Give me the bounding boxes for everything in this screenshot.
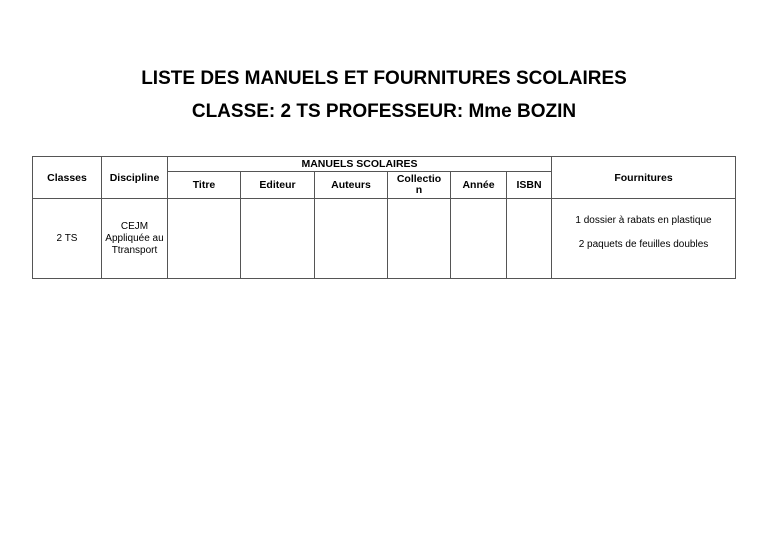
cell-auteurs xyxy=(315,199,388,279)
cell-collection xyxy=(388,199,451,279)
header-auteurs: Auteurs xyxy=(315,172,388,199)
discipline-text: CEJM Appliquée au Ttransport xyxy=(105,220,164,256)
cell-editeur xyxy=(241,199,315,279)
header-annee: Année xyxy=(451,172,507,199)
header-titre: Titre xyxy=(168,172,241,199)
table-row xyxy=(33,199,736,279)
header-manuels-scolaires: MANUELS SCOLAIRES xyxy=(168,157,552,172)
header-classes: Classes xyxy=(33,157,102,199)
cell-isbn xyxy=(507,199,552,279)
page-subtitle: CLASSE: 2 TS PROFESSEUR: Mme BOZIN xyxy=(191,101,577,122)
cell-fournitures xyxy=(552,199,736,279)
cell-titre xyxy=(168,199,241,279)
fourniture-item: 2 paquets de feuilles doubles xyxy=(578,238,709,250)
header-fournitures: Fournitures xyxy=(552,157,736,199)
header-collection xyxy=(388,172,451,199)
cell-discipline xyxy=(102,199,168,279)
header-discipline: Discipline xyxy=(102,157,168,199)
header-collection-label: Collectio n xyxy=(396,173,442,196)
table-header-row xyxy=(33,157,736,172)
cell-annee xyxy=(451,199,507,279)
header-editeur: Editeur xyxy=(241,172,315,199)
cell-classes: 2 TS xyxy=(33,199,102,279)
fourniture-item: 1 dossier à rabats en plastique xyxy=(575,214,712,226)
supplies-table xyxy=(32,156,736,279)
header-isbn: ISBN xyxy=(507,172,552,199)
page-title: LISTE DES MANUELS ET FOURNITURES SCOLAIRES xyxy=(141,68,627,89)
